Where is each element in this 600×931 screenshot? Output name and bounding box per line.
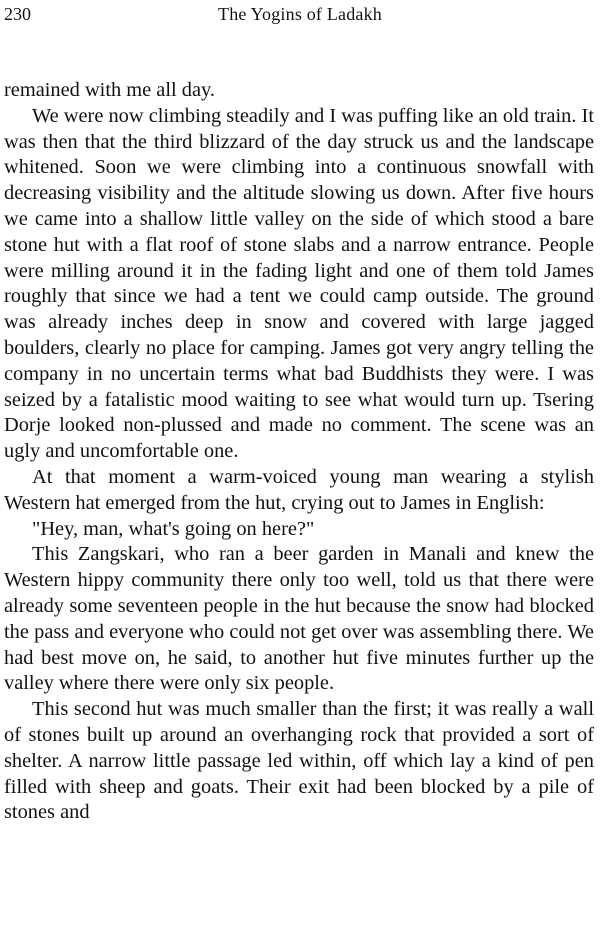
paragraph: remained with me all day. [4,79,216,101]
paragraph: "Hey, man, what's going on here?" [32,517,315,540]
page-number: 230 [4,4,31,24]
paragraph: This second hut was much smaller than the first; it was really a wall of stones built up around an overhanging rock that provided a sort of shelter. A narrow little passage led within, off which lay a kind of pen filled with sheep and goats. Their exit had been blocked by a pile of stones and [4,698,594,824]
paragraph: We were now climbing steadily and I was puffing like an old train. It was then that the third blizzard of the day struck us and the landscape whitened. Soon we were climbing into a continuous snowfall with decreasing visibility and the altitude slowing us down. After five hours we came into a shallow little valley on the side of which stood a bare stone hut with a flat roof of stone slabs and a narrow entrance. People were milling around it in the fading light and one of them told James roughly that since we had a tent we could camp outside. The ground was already inches deep in snow and covered with large jagged boulders, clearly no place for camping. James got very angry telling the company in no uncertain terms what bad Buddhists they were. I was seized by a fatalistic mood waiting to see what would turn up. Tsering Dorje looked non-plussed and made no comment. The scene was an ugly and uncomfortable one. [4,104,594,463]
body-text [4,78,594,826]
paragraph: At that moment a warm-voiced young man wearing a stylish Western hat emerged from the hut, crying out to James in English: [4,465,594,514]
paragraph: This Zangskari, who ran a beer garden in Manali and knew the Western hippy community there only too well, told us that there were already some seventeen people in the hut because the snow had blocked the pass and everyone who could not get over was assembling there. We had best move on, he said, to another hut five minutes further up the valley where there were only six people. [4,543,594,695]
page-header [0,0,600,30]
running-title: The Yogins of Ladakh [218,4,382,24]
